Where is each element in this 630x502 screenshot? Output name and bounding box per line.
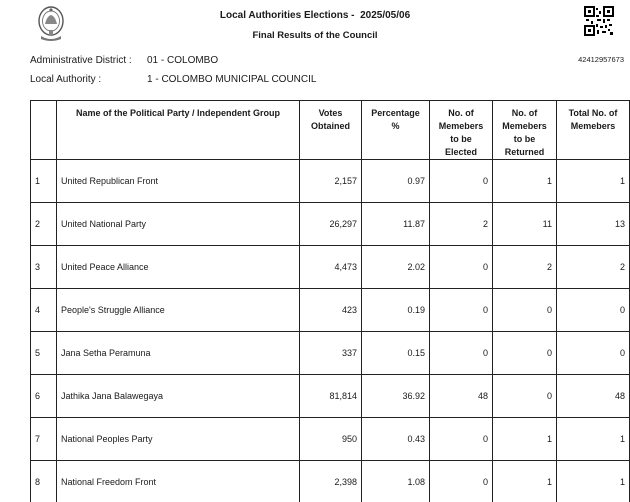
members-elected: 2 bbox=[430, 203, 493, 246]
party-name: United Republican Front bbox=[57, 160, 300, 203]
table-row bbox=[31, 246, 630, 289]
party-name: National Freedom Front bbox=[57, 461, 300, 502]
election-title bbox=[0, 10, 630, 21]
percentage: 2.02 bbox=[362, 246, 430, 289]
header-elected: No. of Memebers to be Elected bbox=[430, 101, 493, 160]
row-number: 2 bbox=[31, 203, 57, 246]
members-elected: 0 bbox=[430, 461, 493, 502]
table-row bbox=[31, 461, 630, 502]
percentage: 36.92 bbox=[362, 375, 430, 418]
members-returned: 11 bbox=[493, 203, 557, 246]
row-number: 5 bbox=[31, 332, 57, 375]
percentage: 0.97 bbox=[362, 160, 430, 203]
total-members: 48 bbox=[557, 375, 630, 418]
document-number: 42412957673 bbox=[578, 55, 624, 64]
total-members: 0 bbox=[557, 289, 630, 332]
votes-obtained: 26,297 bbox=[300, 203, 362, 246]
members-returned: 1 bbox=[493, 418, 557, 461]
members-returned: 0 bbox=[493, 332, 557, 375]
members-returned: 0 bbox=[493, 289, 557, 332]
table-row bbox=[31, 203, 630, 246]
election-title-prefix: Local Authorities Elections - bbox=[219, 10, 355, 21]
table-row bbox=[31, 332, 630, 375]
total-members: 1 bbox=[557, 160, 630, 203]
party-name: Jathika Jana Balawegaya bbox=[57, 375, 300, 418]
row-number: 8 bbox=[31, 461, 57, 502]
votes-obtained: 81,814 bbox=[300, 375, 362, 418]
district-value: 01 - COLOMBO bbox=[147, 55, 219, 66]
total-members: 2 bbox=[557, 246, 630, 289]
votes-obtained: 2,157 bbox=[300, 160, 362, 203]
authority-value: 1 - COLOMBO MUNICIPAL COUNCIL bbox=[147, 74, 317, 85]
header-no bbox=[31, 101, 57, 160]
table-row bbox=[31, 160, 630, 203]
votes-obtained: 4,473 bbox=[300, 246, 362, 289]
members-returned: 1 bbox=[493, 461, 557, 502]
header-percentage: Percentage % bbox=[362, 101, 430, 160]
header-party: Name of the Political Party / Independent Group bbox=[57, 101, 300, 160]
total-members: 0 bbox=[557, 332, 630, 375]
election-date: 2025/05/06 bbox=[360, 10, 411, 21]
row-number: 4 bbox=[31, 289, 57, 332]
members-elected: 0 bbox=[430, 246, 493, 289]
votes-obtained: 337 bbox=[300, 332, 362, 375]
members-elected: 0 bbox=[430, 332, 493, 375]
row-number: 7 bbox=[31, 418, 57, 461]
table-header-row bbox=[31, 101, 630, 160]
votes-obtained: 2,398 bbox=[300, 461, 362, 502]
table-row bbox=[31, 375, 630, 418]
votes-obtained: 950 bbox=[300, 418, 362, 461]
row-number: 1 bbox=[31, 160, 57, 203]
percentage: 0.43 bbox=[362, 418, 430, 461]
members-returned: 1 bbox=[493, 160, 557, 203]
members-elected: 0 bbox=[430, 289, 493, 332]
total-members: 13 bbox=[557, 203, 630, 246]
percentage: 0.19 bbox=[362, 289, 430, 332]
members-returned: 0 bbox=[493, 375, 557, 418]
authority-label: Local Authority : bbox=[30, 74, 102, 85]
members-elected: 0 bbox=[430, 160, 493, 203]
party-name: Jana Setha Peramuna bbox=[57, 332, 300, 375]
members-returned: 2 bbox=[493, 246, 557, 289]
members-elected: 0 bbox=[430, 418, 493, 461]
percentage: 11.87 bbox=[362, 203, 430, 246]
total-members: 1 bbox=[557, 461, 630, 502]
district-label: Administrative District : bbox=[30, 55, 132, 66]
total-members: 1 bbox=[557, 418, 630, 461]
row-number: 3 bbox=[31, 246, 57, 289]
percentage: 0.15 bbox=[362, 332, 430, 375]
party-name: United Peace Alliance bbox=[57, 246, 300, 289]
header-total: Total No. of Memebers bbox=[557, 101, 630, 160]
header-returned: No. of Memebers to be Returned bbox=[493, 101, 557, 160]
row-number: 6 bbox=[31, 375, 57, 418]
results-subtitle: Final Results of the Council bbox=[252, 30, 378, 41]
members-elected: 48 bbox=[430, 375, 493, 418]
party-name: People's Struggle Alliance bbox=[57, 289, 300, 332]
results-table bbox=[30, 100, 630, 502]
percentage: 1.08 bbox=[362, 461, 430, 502]
header-votes: Votes Obtained bbox=[300, 101, 362, 160]
party-name: United National Party bbox=[57, 203, 300, 246]
votes-obtained: 423 bbox=[300, 289, 362, 332]
table-row bbox=[31, 289, 630, 332]
table-row bbox=[31, 418, 630, 461]
party-name: National Peoples Party bbox=[57, 418, 300, 461]
